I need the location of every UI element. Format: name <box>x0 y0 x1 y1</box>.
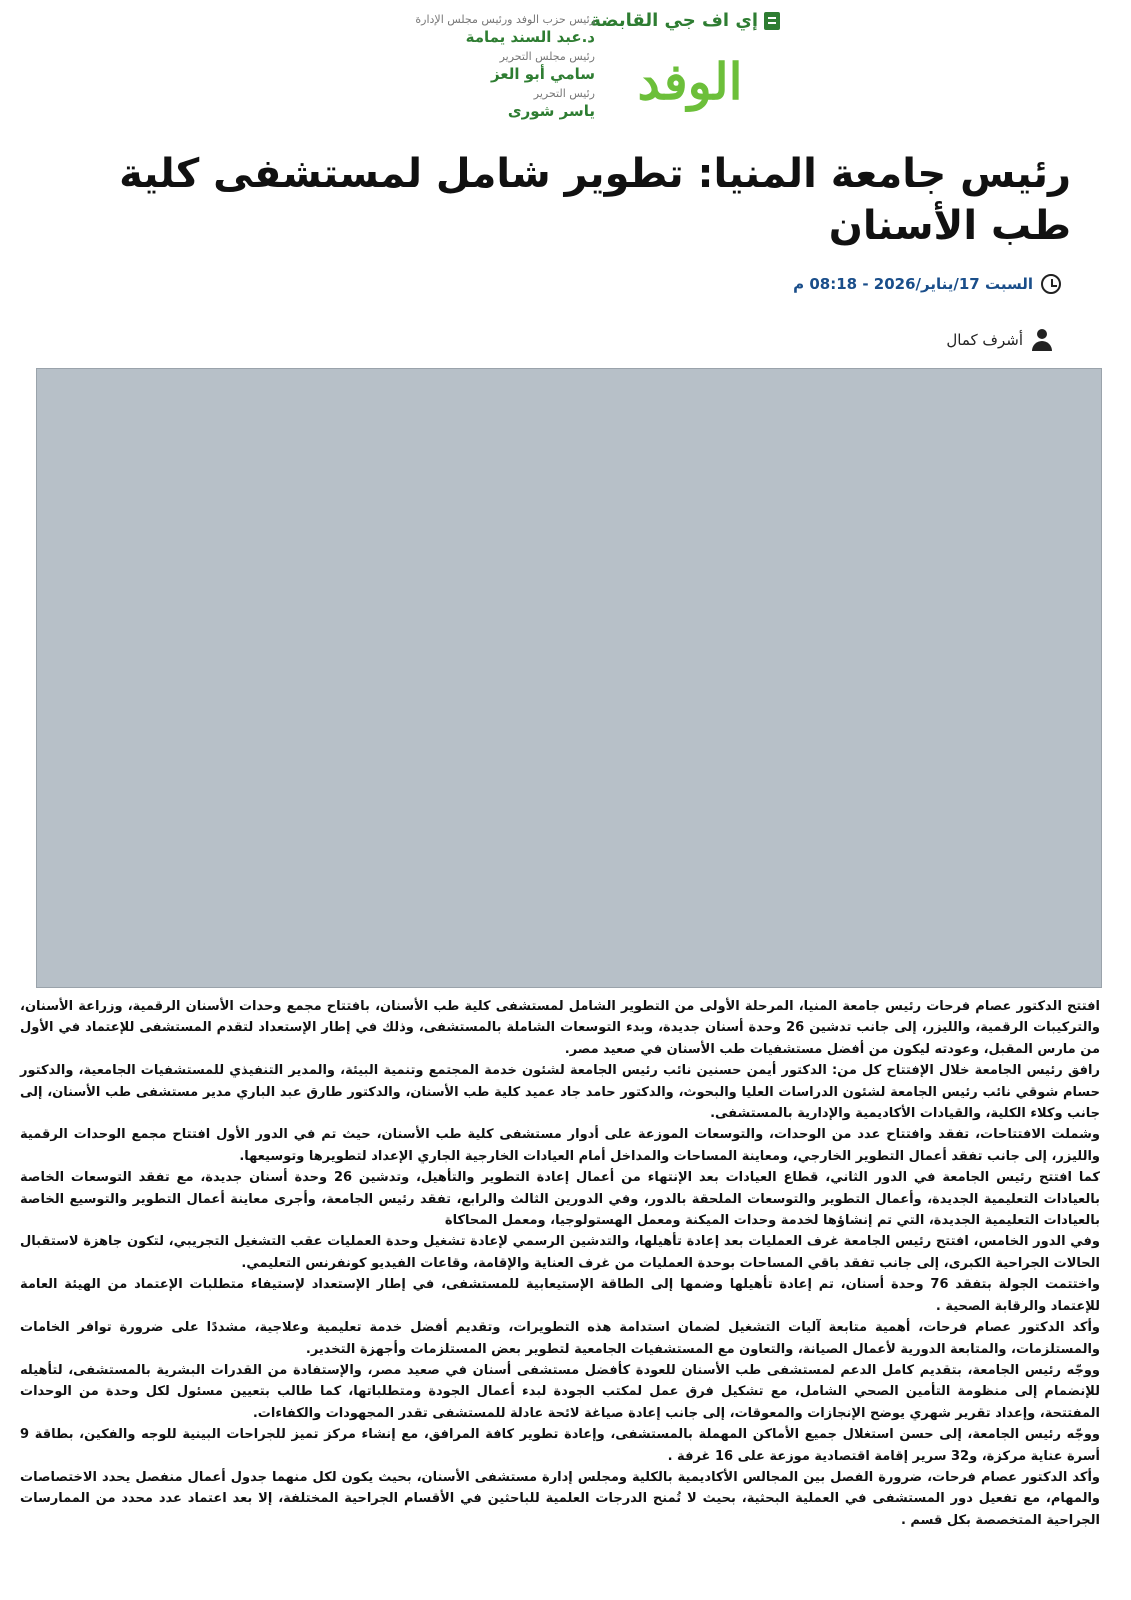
newspaper-logo[interactable] <box>620 40 760 122</box>
masthead <box>380 8 780 138</box>
article-paragraph: افتتح الدكتور عصام فرحات رئيس جامعة المنيا، المرحلة الأولى من التطوير الشامل لمستشفى كلية طب الأسنان، بافتتاح مجمع وحدات الأسنان الرقمية، وزراعة الأسنان، والتركيبات الرقمية، والليزر، إلى جانب تدشين 26 وحدة أسنان جديدة، وبدء التوسعات الشاملة بالمستشفى، وذلك في إطار الإستعداد لتقدم المستشفى للإعتماد في الأول من مارس المقبل، وعودته ليكون من أفضل مستشفيات طب الأسنان في صعيد مصر. <box>20 999 1100 1057</box>
article-title: رئيس جامعة المنيا: تطوير شامل لمستشفى كلية طب الأسنان <box>119 151 1071 249</box>
article-paragraph: ووجّه رئيس الجامعة، إلى حسن استغلال جميع الأماكن المهملة بالمستشفى، وإعادة تطوير كافة المرافق، مع إنشاء مركز تميز للجراحات البينية للوجه والفكين، بطاقة 9 أسرة عناية مركزة، و32 سرير إقامة اقتصادية موزعة على 16 غرفة . <box>20 1427 1100 1464</box>
credit-name: سامي أبو العز <box>490 65 595 83</box>
logo-text: الوفد <box>637 51 743 111</box>
article-paragraph: كما افتتح رئيس الجامعة في الدور الثاني، قطاع العيادات بعد الإنتهاء من أعمال إعادة التطوير والتأهيل، وتدشين 26 وحدة أسنان جديدة، مع تفقد التوسعات الخاصة بالعيادات التعليمية الجديدة، وأعمال التطوير والتوسعات الملحقة بالدور، وفي الدورين الثالث والرابع، تفقد رئيس الجامعة، وأجرى معاينة أعمال التطوير والتوسيع الخاصة بالعيادات التعليمية الجديدة، التي تم إنشاؤها لخدمة وحدات الميكنة ومعمل الهستولوجيا، ومعمل المحاكاة <box>20 1170 1100 1229</box>
credit-name: ياسر شورى <box>507 102 595 120</box>
brand-line[interactable] <box>590 10 780 31</box>
article-paragraph: وشملت الافتتاحات، تفقد وافتتاح عدد من الوحدات، والتوسعات الموزعة على أدوار مستشفى كلية طب الأسنان، حيث تم في الدور الأول افتتاح مجمع الوحدات الرقمية والليزر، إلى جانب تفقد أعمال التطوير الخارجي، ومعاينة المساحات والمداخل أمام العيادات الخارجية الجاري الإعداد لتطويرها وتوسيعها. <box>20 1127 1100 1164</box>
article-photo <box>36 368 1102 988</box>
person-icon <box>1031 329 1053 351</box>
credit-name: د.عبد السند يمامة <box>465 28 595 46</box>
date-text: السبت 17/يناير/2026 - 08:18 م <box>793 275 1033 293</box>
article-paragraph: ووجّه رئيس الجامعة، بتقديم كامل الدعم لمستشفى طب الأسنان للعودة كأفضل مستشفى أسنان في صعيد مصر، والإستفادة من القدرات البشرية بالمستشفى، لتأهيله للإنضمام إلى منظومة التأمين الصحي الشامل، مع تشكيل فرق عمل لمكتب الجودة لبدء أعمال الجودة ومتطلباتها، كما طالب بتعيين مسئول لكل وحدة من الوحدات المفتتحة، وإعداد تقرير شهري يوضح الإنجازات والمعوقات، إلى جانب إعادة صياغة لائحة عادلة للمستشفى تقدر المجهودات والكفاءات. <box>20 1362 1100 1421</box>
credit-role: رئيس حزب الوفد ورئيس مجلس الإدارة <box>415 13 595 26</box>
author-name: أشرف كمال <box>946 331 1023 349</box>
article-date <box>793 274 1061 294</box>
article-paragraph: رافق رئيس الجامعة خلال الإفتتاح كل من: الدكتور أيمن حسنين نائب رئيس الجامعة لشئون خدمة المجتمع وتنمية البيئة، والمدير التنفيذي للمستشفيات الجامعية، والدكتور حسام شوقي نائب رئيس الجامعة لشئون الدراسات العليا والبحوث، والدكتور حامد جاد عميد كلية طب الأسنان، والدكتور طارق عبد الباري مدير مستشفى طب الأسنان، إلى جانب وكلاء الكلية، والقيادات الأكاديمية والإدارية بالمستشفى. <box>20 1063 1100 1122</box>
editorial-credits <box>365 12 595 123</box>
brand-name: إي اف جي القابضة <box>590 10 758 31</box>
article-paragraph: وأكد الدكتور عصام فرحات، ضرورة الفصل بين المجالس الأكاديمية بالكلية ومجلس إدارة مستشفى الأسنان، بحيث يكون لكل منهما جدول أعمال منفصل يحدد الاختصاصات والمهام، مع تفعيل دور المستشفى في العملية البحثية، بحيث لا تُمنح الدرجات العلمية للباحثين في الأقسام الجراحية المختلفة، إلا بعد اعتماد عدد محدد من الممارسات الجراحية المتخصصة بكل قسم . <box>20 1469 1100 1528</box>
credit-role: رئيس التحرير <box>533 87 595 100</box>
article-paragraph: وأكد الدكتور عصام فرحات، أهمية متابعة آليات التشغيل لضمان استدامة هذه التطويرات، وتقديم أفضل خدمة تعليمية وعلاجية، مشددًا على ضرورة توافر الخامات والمستلزمات، والمتابعة الدورية لأعمال الصيانة، والتعاون مع المستشفيات الجامعية لتطوير بعض المستلزمات وأجهزة التخدير. <box>20 1320 1100 1357</box>
credit-role: رئيس مجلس التحرير <box>499 50 595 63</box>
article-body <box>20 996 1100 1531</box>
clock-icon <box>1041 274 1061 294</box>
article-author[interactable] <box>946 329 1053 351</box>
article-paragraph: واختتمت الجولة بتفقد 76 وحدة أسنان، تم إعادة تأهيلها وضمها إلى الطاقة الإستيعابية للمستشفى، في إطار الإستعداد لإستيفاء متطلبات الإعتماد من الهيئة العامة للإعتماد والرقابة الصحية . <box>20 1277 1101 1314</box>
brand-icon <box>764 12 780 30</box>
article-paragraph: وفي الدور الخامس، افتتح رئيس الجامعة غرف العمليات بعد إعادة تأهيلها، والتدشين الرسمي لإعادة تشغيل وحدة العمليات عقب التشغيل التجريبي، لتكون جاهزة لاستقبال الحالات الجراحية الكبرى، إلى جانب تفقد باقي المساحات بوحدة العمليات من غرف العناية والإقامة، وقاعات الفيديو كونفرنس التعليمي. <box>20 1234 1100 1271</box>
